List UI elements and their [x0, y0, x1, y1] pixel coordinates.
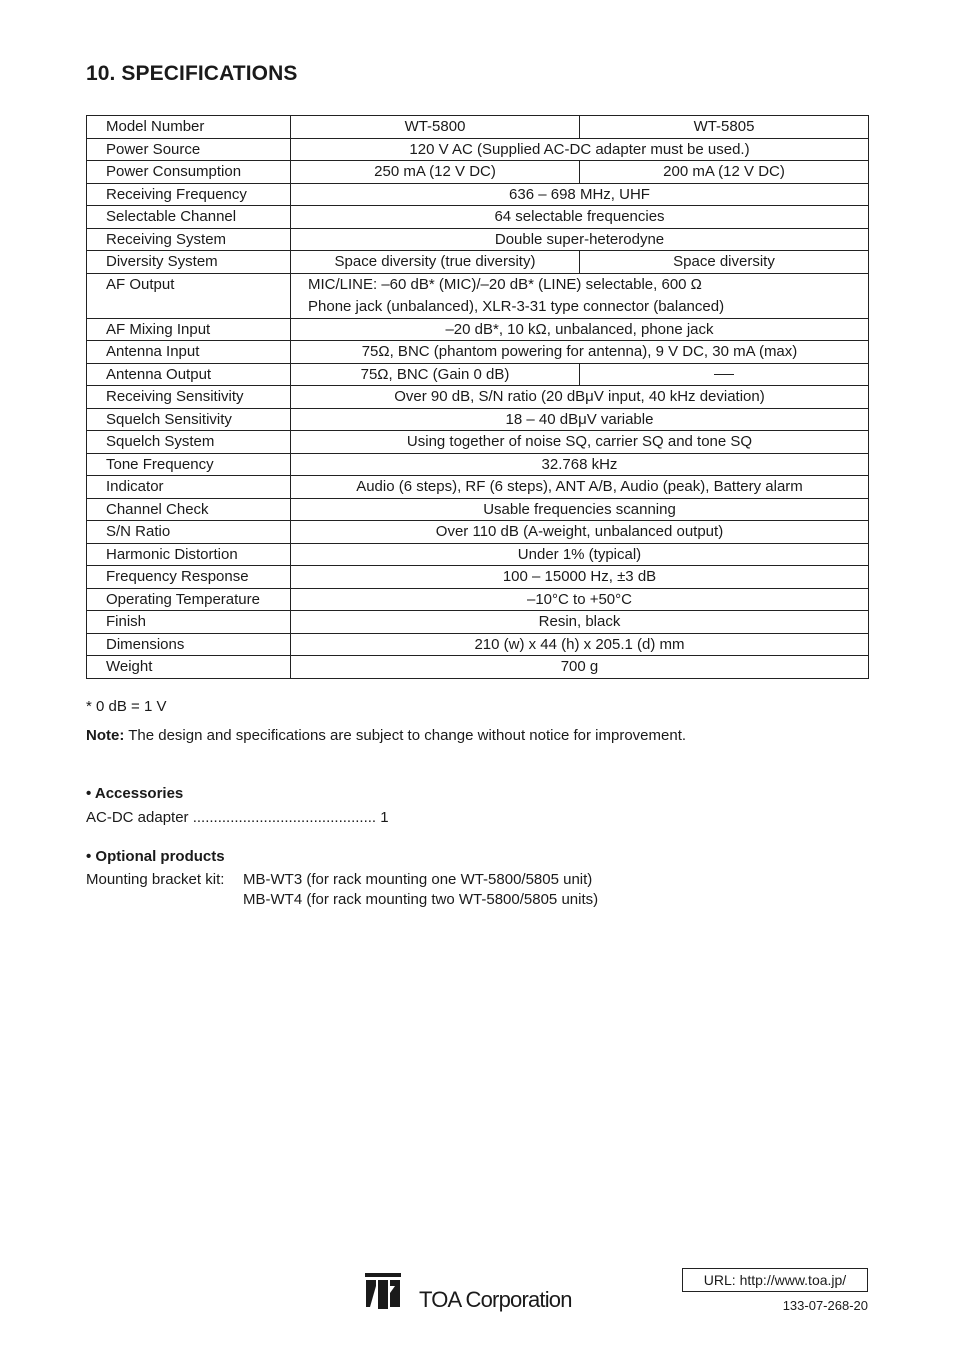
table-row	[87, 228, 869, 251]
spec-value-wt5805: WT-5805	[580, 116, 869, 139]
af-output-line-2: Phone jack (unbalanced), XLR-3-31 type connector (balanced)	[308, 297, 725, 315]
spec-value: 100 – 15000 Hz, ±3 dB	[291, 566, 869, 589]
spec-label: S/N Ratio	[87, 521, 291, 544]
table-row	[87, 476, 869, 499]
spec-value: 120 V AC (Supplied AC-DC adapter must be used.)	[291, 138, 869, 161]
company-name: TOA Corporation	[419, 1287, 572, 1312]
table-row	[87, 431, 869, 454]
spec-label: Finish	[87, 611, 291, 634]
spec-label: Indicator	[87, 476, 291, 499]
spec-label: Channel Check	[87, 498, 291, 521]
spec-label: Weight	[87, 656, 291, 679]
table-row	[87, 588, 869, 611]
spec-value: Double super-heterodyne	[291, 228, 869, 251]
spec-value: 636 – 698 MHz, UHF	[291, 183, 869, 206]
table-row	[87, 498, 869, 521]
table-row	[87, 611, 869, 634]
table-row	[87, 543, 869, 566]
table-row	[87, 273, 869, 318]
document-number: 133-07-268-20	[782, 1298, 868, 1313]
table-row	[87, 566, 869, 589]
table-row	[87, 206, 869, 229]
spec-value-wt5800: Space diversity (true diversity)	[291, 251, 580, 274]
note-text: The design and specifications are subject to change without notice for improvement.	[124, 727, 687, 744]
spec-label: AF Output	[87, 273, 291, 318]
table-row	[87, 183, 869, 206]
table-row	[87, 656, 869, 679]
accessories-item: AC-DC adapter ............................................ 1	[86, 809, 389, 826]
spec-label: Harmonic Distortion	[87, 543, 291, 566]
spec-value: 64 selectable frequencies	[291, 206, 869, 229]
dash-mark	[714, 374, 734, 375]
spec-label: Power Consumption	[87, 161, 291, 184]
spec-value: Over 110 dB (A-weight, unbalanced output)	[291, 521, 869, 544]
table-row	[87, 386, 869, 409]
spec-value: Audio (6 steps), RF (6 steps), ANT A/B, Audio (peak), Battery alarm	[291, 476, 869, 499]
footnote: * 0 dB = 1 V	[86, 698, 167, 715]
toa-logo-icon	[365, 1273, 401, 1309]
spec-value: Under 1% (typical)	[291, 543, 869, 566]
spec-value: 18 – 40 dBμV variable	[291, 408, 869, 431]
spec-label: Receiving Sensitivity	[87, 386, 291, 409]
spec-value-wt5800: 75Ω, BNC (Gain 0 dB)	[291, 363, 580, 386]
spec-value: Over 90 dB, S/N ratio (20 dBμV input, 40 kHz deviation)	[291, 386, 869, 409]
table-row	[87, 161, 869, 184]
url-box: URL: http://www.toa.jp/	[682, 1268, 868, 1292]
spec-value: Using together of noise SQ, carrier SQ and tone SQ	[291, 431, 869, 454]
table-row	[87, 363, 869, 386]
spec-value	[291, 273, 869, 318]
spec-value: Resin, black	[291, 611, 869, 634]
spec-value: 700 g	[291, 656, 869, 679]
table-row	[87, 521, 869, 544]
spec-label: Selectable Channel	[87, 206, 291, 229]
spec-value: 210 (w) x 44 (h) x 205.1 (d) mm	[291, 633, 869, 656]
table-row	[87, 341, 869, 364]
spec-label: Diversity System	[87, 251, 291, 274]
accessories-heading: • Accessories	[86, 785, 184, 802]
spec-value-wt5805-none	[580, 363, 869, 386]
note	[86, 727, 686, 744]
page-title: 10. SPECIFICATIONS	[86, 62, 298, 85]
spec-label: Power Source	[87, 138, 291, 161]
optional-product-item: MB-WT3 (for rack mounting one WT-5800/5805 unit)	[243, 871, 593, 888]
spec-label: Receiving System	[87, 228, 291, 251]
specifications-table	[86, 115, 869, 679]
table-row	[87, 633, 869, 656]
table-row	[87, 318, 869, 341]
optional-product-item: MB-WT4 (for rack mounting two WT-5800/5805 units)	[243, 891, 599, 908]
spec-label: Dimensions	[87, 633, 291, 656]
table-row	[87, 116, 869, 139]
note-label: Note:	[86, 727, 125, 744]
spec-label: Operating Temperature	[87, 588, 291, 611]
spec-value-wt5800: 250 mA (12 V DC)	[291, 161, 580, 184]
spec-value: 75Ω, BNC (phantom powering for antenna), 9 V DC, 30 mA (max)	[291, 341, 869, 364]
spec-value-wt5805: 200 mA (12 V DC)	[580, 161, 869, 184]
table-row	[87, 453, 869, 476]
spec-label: Squelch Sensitivity	[87, 408, 291, 431]
optional-products-label: Mounting bracket kit:	[86, 871, 225, 888]
optional-products-heading: • Optional products	[86, 848, 225, 865]
spec-value: –20 dB*, 10 kΩ, unbalanced, phone jack	[291, 318, 869, 341]
spec-label: AF Mixing Input	[87, 318, 291, 341]
table-row	[87, 408, 869, 431]
spec-label: Frequency Response	[87, 566, 291, 589]
spec-label: Model Number	[87, 116, 291, 139]
table-row	[87, 138, 869, 161]
spec-value: 32.768 kHz	[291, 453, 869, 476]
spec-value-wt5800: WT-5800	[291, 116, 580, 139]
spec-value-wt5805: Space diversity	[580, 251, 869, 274]
spec-value: –10°C to +50°C	[291, 588, 869, 611]
af-output-line-1: MIC/LINE: –60 dB* (MIC)/–20 dB* (LINE) selectable, 600 Ω	[308, 275, 702, 293]
spec-label: Tone Frequency	[87, 453, 291, 476]
spec-label: Antenna Input	[87, 341, 291, 364]
spec-label: Antenna Output	[87, 363, 291, 386]
table-row	[87, 251, 869, 274]
spec-label: Receiving Frequency	[87, 183, 291, 206]
spec-value: Usable frequencies scanning	[291, 498, 869, 521]
spec-label: Squelch System	[87, 431, 291, 454]
